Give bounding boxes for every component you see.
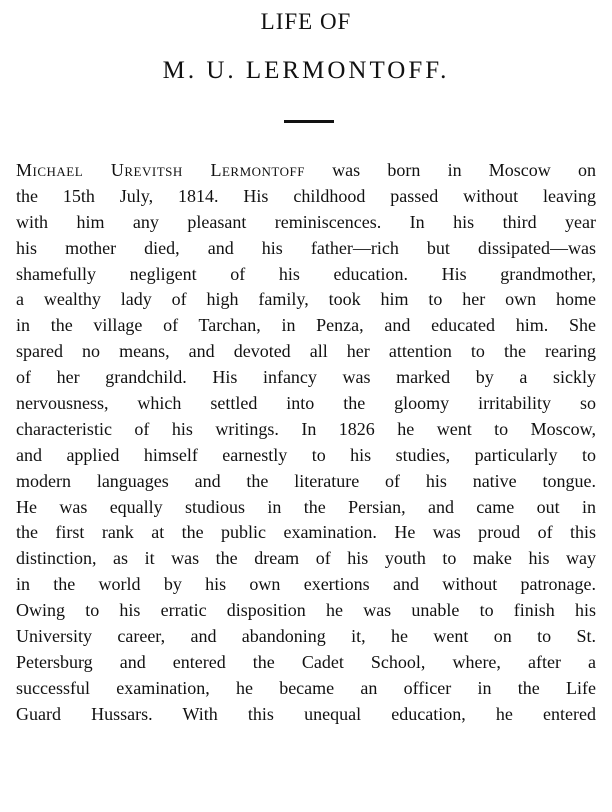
opening-name: Michael Urevitsh Lermontoff: [16, 160, 305, 180]
text-line: in the village of Tarchan, in Penza, and educated him. She: [16, 315, 596, 336]
text-line: Owing to his erratic disposition he was unable to finish his: [16, 600, 596, 621]
text-line: modern languages and the literature of his native tongue.: [16, 470, 596, 491]
chapter-title-line-2: M. U. LERMONTOFF.: [162, 57, 450, 84]
text-line: characteristic of his writings. In 1826 he went to Moscow,: [16, 418, 596, 439]
text-line: with him any pleasant reminiscences. In his third year: [16, 211, 596, 232]
text-line: and applied himself earnestly to his studies, particularly to: [16, 444, 596, 465]
text-line: a wealthy lady of high family, took him to her own home: [16, 289, 596, 310]
text-line: He was equally studious in the Persian, and came out in: [16, 496, 596, 517]
text-line: successful examination, he became an officer in the Life: [16, 677, 596, 698]
text-line: in the world by his own exertions and without patronage.: [16, 574, 596, 595]
text-line-content: was born in Moscow on: [304, 160, 596, 180]
text-line: [16, 158, 596, 184]
text-line: the 15th July, 1814. His childhood passed without leaving: [16, 185, 596, 206]
text-line: the first rank at the public examination. He was proud of this: [16, 522, 596, 543]
chapter-title-line-1: LIFE OF: [260, 9, 352, 34]
text-line: of her grandchild. His infancy was marked by a sickly: [16, 367, 596, 388]
text-line: nervousness, which settled into the gloomy irritability so: [16, 393, 596, 414]
body-paragraph: [16, 158, 596, 728]
text-line: Guard Hussars. With this unequal education, he entered: [16, 703, 596, 724]
text-line: his mother died, and his father—rich but dissipated—was: [16, 237, 596, 258]
text-line: University career, and abandoning it, he went on to St.: [16, 626, 596, 647]
title-divider-rule: [284, 120, 334, 123]
text-line: shamefully negligent of his education. His grandmother,: [16, 263, 596, 284]
text-line: Petersburg and entered the Cadet School, where, after a: [16, 651, 596, 672]
text-line: spared no means, and devoted all her attention to the rearing: [16, 341, 596, 362]
text-line: distinction, as it was the dream of his youth to make his way: [16, 548, 596, 569]
